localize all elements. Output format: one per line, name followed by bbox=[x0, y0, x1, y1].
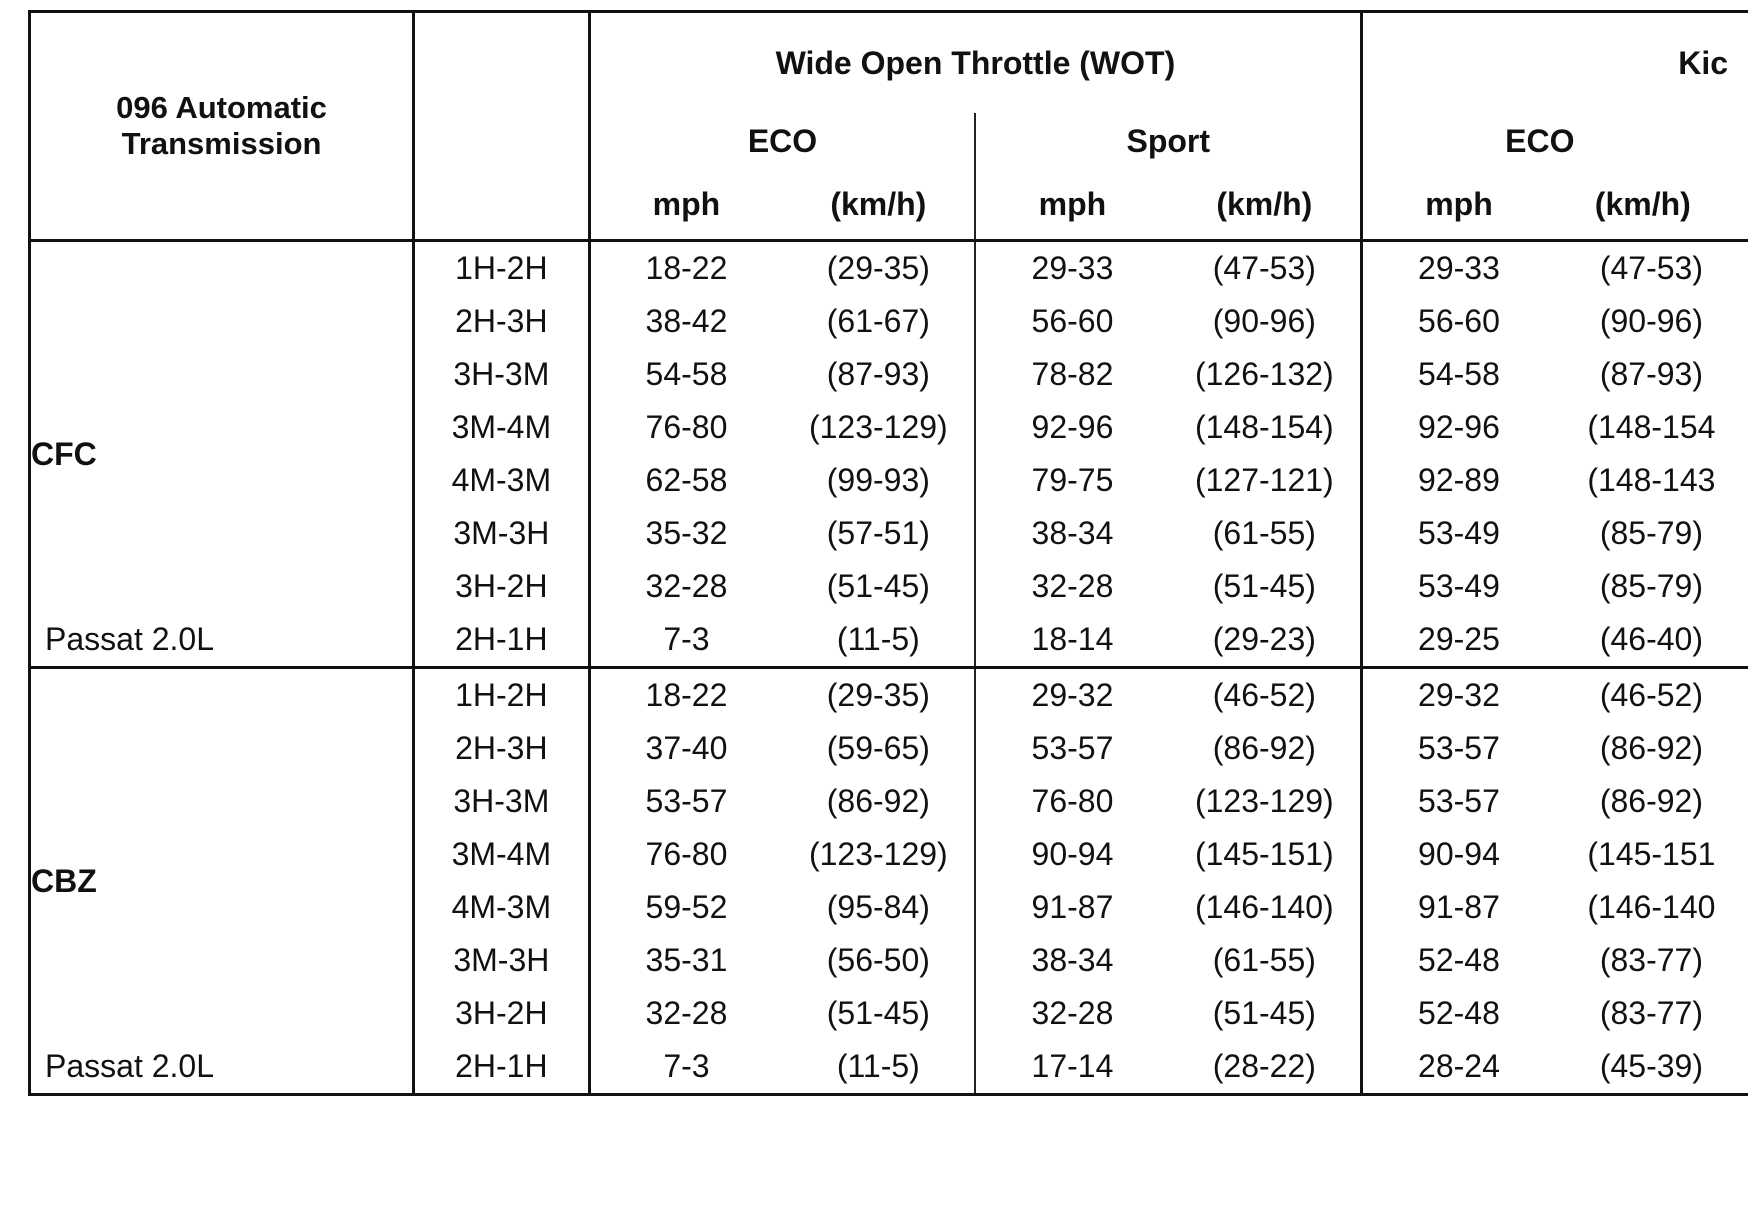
kd-eco-kmh-cell: (85-79) bbox=[1599, 568, 1703, 604]
table-header bbox=[30, 12, 1748, 241]
wot-eco-mph-cell: 32-28 bbox=[589, 987, 782, 1040]
wot-eco-kmh-cell: (51-45) bbox=[826, 568, 930, 604]
wot-sport-mph-cell: 56-60 bbox=[975, 295, 1168, 348]
engine-code: CBZ bbox=[31, 862, 97, 899]
engine-code: CFC bbox=[31, 435, 97, 472]
table-body bbox=[30, 241, 1748, 1095]
table-title-line1: 096 Automatic bbox=[116, 90, 327, 125]
kd-eco-kmh-cell: (148-143 bbox=[1587, 462, 1716, 498]
wot-sport-mph-cell: 92-96 bbox=[975, 401, 1168, 454]
vehicle-application: Passat 2.0L bbox=[45, 621, 214, 657]
wot-sport-kmh-cell: (146-140) bbox=[1194, 889, 1334, 925]
kd-eco-mph-cell: 28-24 bbox=[1362, 1040, 1555, 1095]
shift-cell: 2H-3H bbox=[414, 722, 590, 775]
wot-eco-kmh-cell: (29-35) bbox=[782, 668, 975, 723]
wot-eco-mph-cell: 35-31 bbox=[589, 934, 782, 987]
wot-sport-kmh-cell: (127-121) bbox=[1194, 462, 1334, 498]
shift-cell: 4M-3M bbox=[414, 881, 590, 934]
wot-eco-kmh-cell: (87-93) bbox=[826, 356, 930, 392]
wot-sport-kmh-header: (km/h) bbox=[1216, 185, 1313, 222]
wot-eco-kmh-cell: (61-67) bbox=[826, 303, 930, 339]
wot-sport-mph-cell: 91-87 bbox=[975, 881, 1168, 934]
wot-eco-mph-cell: 76-80 bbox=[589, 401, 782, 454]
wot-sport-kmh-cell: (51-45) bbox=[1212, 995, 1316, 1031]
wot-sport-mph-cell: 79-75 bbox=[975, 454, 1168, 507]
wot-sport-kmh-cell: (61-55) bbox=[1212, 515, 1316, 551]
wot-eco-kmh-cell: (11-5) bbox=[782, 1040, 975, 1095]
wot-sport-mph-cell: 29-33 bbox=[975, 241, 1168, 296]
shift-cell: 1H-2H bbox=[414, 241, 590, 296]
kd-eco-kmh-cell: (86-92) bbox=[1599, 783, 1703, 819]
shift-cell: 3H-3M bbox=[414, 775, 590, 828]
kd-eco-mph-cell: 53-49 bbox=[1362, 507, 1555, 560]
table-title bbox=[30, 12, 414, 241]
wot-sport-mph-cell: 76-80 bbox=[975, 775, 1168, 828]
wot-sport-kmh-cell: (126-132) bbox=[1194, 356, 1334, 392]
shift-cell: 4M-3M bbox=[414, 454, 590, 507]
wot-eco-mph-cell: 62-58 bbox=[589, 454, 782, 507]
code-application-cell bbox=[30, 668, 414, 1095]
kd-eco-header: ECO bbox=[1362, 113, 1748, 169]
wot-eco-kmh-cell: (29-35) bbox=[782, 241, 975, 296]
kd-eco-kmh-cell: (47-53) bbox=[1555, 241, 1748, 296]
wot-sport-mph-cell: 38-34 bbox=[975, 934, 1168, 987]
wot-eco-header: ECO bbox=[589, 113, 975, 169]
wot-eco-kmh-cell: (123-129) bbox=[808, 409, 948, 445]
kd-eco-kmh-cell: (87-93) bbox=[1599, 356, 1703, 392]
kd-eco-kmh-cell: (146-140 bbox=[1587, 889, 1716, 925]
shift-cell: 2H-1H bbox=[414, 1040, 590, 1095]
kd-eco-kmh-cell: (45-39) bbox=[1555, 1040, 1748, 1095]
kd-eco-mph-cell: 56-60 bbox=[1362, 295, 1555, 348]
wot-eco-kmh-cell: (86-92) bbox=[826, 783, 930, 819]
kd-eco-mph-cell: 53-57 bbox=[1362, 775, 1555, 828]
kd-eco-mph-cell: 52-48 bbox=[1362, 934, 1555, 987]
kd-eco-kmh-header: (km/h) bbox=[1594, 185, 1691, 222]
wot-eco-kmh-cell: (99-93) bbox=[826, 462, 930, 498]
wot-eco-kmh-cell: (123-129) bbox=[808, 836, 948, 872]
wot-eco-kmh-header: (km/h) bbox=[830, 185, 927, 222]
wot-sport-mph-cell: 17-14 bbox=[975, 1040, 1168, 1095]
wot-eco-mph-cell: 18-22 bbox=[589, 241, 782, 296]
shift-cell: 1H-2H bbox=[414, 668, 590, 723]
wot-group-header: Wide Open Throttle (WOT) bbox=[589, 12, 1362, 114]
wot-eco-mph-cell: 59-52 bbox=[589, 881, 782, 934]
wot-eco-mph-cell: 7-3 bbox=[589, 613, 782, 668]
wot-eco-mph-cell: 37-40 bbox=[589, 722, 782, 775]
kd-eco-mph-cell: 29-33 bbox=[1362, 241, 1555, 296]
wot-eco-mph-cell: 7-3 bbox=[589, 1040, 782, 1095]
kd-eco-mph-cell: 91-87 bbox=[1362, 881, 1555, 934]
wot-sport-mph-cell: 38-34 bbox=[975, 507, 1168, 560]
kd-eco-kmh-cell: (145-151 bbox=[1587, 836, 1716, 872]
shift-cell: 3H-3M bbox=[414, 348, 590, 401]
wot-sport-mph-cell: 32-28 bbox=[975, 560, 1168, 613]
wot-eco-mph-cell: 38-42 bbox=[589, 295, 782, 348]
kickdown-group-header bbox=[1362, 12, 1748, 114]
wot-eco-mph-cell: 18-22 bbox=[589, 668, 782, 723]
wot-sport-mph-cell: 90-94 bbox=[975, 828, 1168, 881]
wot-sport-kmh-cell: (51-45) bbox=[1212, 568, 1316, 604]
table-title-line2: Transmission bbox=[121, 126, 322, 161]
kd-eco-mph-cell: 29-32 bbox=[1362, 668, 1555, 723]
shift-cell: 3H-2H bbox=[414, 987, 590, 1040]
kd-eco-kmh-cell: (85-79) bbox=[1599, 515, 1703, 551]
kd-eco-mph-cell: 90-94 bbox=[1362, 828, 1555, 881]
table-row bbox=[30, 668, 1748, 723]
shift-cell: 3M-3H bbox=[414, 934, 590, 987]
wot-sport-kmh-cell: (28-22) bbox=[1169, 1040, 1362, 1095]
kd-eco-mph-cell: 53-49 bbox=[1362, 560, 1555, 613]
wot-sport-kmh-cell: (86-92) bbox=[1212, 730, 1316, 766]
wot-sport-kmh-cell: (90-96) bbox=[1212, 303, 1316, 339]
kd-eco-mph-cell: 92-96 bbox=[1362, 401, 1555, 454]
kd-eco-kmh-cell: (90-96) bbox=[1599, 303, 1703, 339]
code-application-cell bbox=[30, 241, 414, 668]
wot-sport-kmh-cell: (47-53) bbox=[1169, 241, 1362, 296]
shift-cell: 3M-4M bbox=[414, 828, 590, 881]
kd-eco-kmh-cell: (148-154 bbox=[1587, 409, 1716, 445]
wot-eco-kmh-cell: (59-65) bbox=[826, 730, 930, 766]
wot-eco-kmh-cell: (56-50) bbox=[826, 942, 930, 978]
shift-header-spacer bbox=[414, 12, 590, 241]
shift-cell: 2H-3H bbox=[414, 295, 590, 348]
wot-sport-mph-cell: 29-32 bbox=[975, 668, 1168, 723]
kd-eco-mph-cell: 53-57 bbox=[1362, 722, 1555, 775]
wot-sport-header: Sport bbox=[975, 113, 1361, 169]
shift-cell: 3H-2H bbox=[414, 560, 590, 613]
wot-sport-kmh-cell: (61-55) bbox=[1212, 942, 1316, 978]
kd-eco-kmh-cell: (83-77) bbox=[1599, 942, 1703, 978]
wot-sport-kmh-cell: (29-23) bbox=[1169, 613, 1362, 668]
wot-sport-kmh-cell: (145-151) bbox=[1194, 836, 1334, 872]
wot-eco-mph-cell: 32-28 bbox=[589, 560, 782, 613]
wot-eco-kmh-cell: (95-84) bbox=[826, 889, 930, 925]
kd-eco-kmh-cell: (46-52) bbox=[1555, 668, 1748, 723]
wot-sport-kmh-cell: (148-154) bbox=[1194, 409, 1334, 445]
wot-eco-mph-header: mph bbox=[589, 169, 782, 241]
shift-cell: 2H-1H bbox=[414, 613, 590, 668]
wot-eco-kmh-cell: (11-5) bbox=[782, 613, 975, 668]
shift-cell: 3M-4M bbox=[414, 401, 590, 454]
wot-sport-kmh-cell: (123-129) bbox=[1194, 783, 1334, 819]
kd-eco-mph-cell: 92-89 bbox=[1362, 454, 1555, 507]
kd-eco-mph-cell: 54-58 bbox=[1362, 348, 1555, 401]
kd-eco-kmh-cell: (46-40) bbox=[1555, 613, 1748, 668]
wot-sport-mph-cell: 53-57 bbox=[975, 722, 1168, 775]
vehicle-application: Passat 2.0L bbox=[45, 1048, 214, 1084]
kd-eco-kmh-cell: (86-92) bbox=[1599, 730, 1703, 766]
shift-cell: 3M-3H bbox=[414, 507, 590, 560]
wot-eco-mph-cell: 76-80 bbox=[589, 828, 782, 881]
wot-eco-mph-cell: 53-57 bbox=[589, 775, 782, 828]
wot-eco-kmh-cell: (57-51) bbox=[826, 515, 930, 551]
shift-speed-table bbox=[28, 10, 1748, 1096]
wot-sport-mph-cell: 32-28 bbox=[975, 987, 1168, 1040]
wot-sport-kmh-cell: (46-52) bbox=[1169, 668, 1362, 723]
kd-eco-kmh-cell: (83-77) bbox=[1599, 995, 1703, 1031]
wot-sport-mph-header: mph bbox=[975, 169, 1168, 241]
wot-eco-mph-cell: 54-58 bbox=[589, 348, 782, 401]
wot-sport-mph-cell: 78-82 bbox=[975, 348, 1168, 401]
kickdown-label: Kic bbox=[1678, 44, 1728, 81]
wot-eco-kmh-cell: (51-45) bbox=[826, 995, 930, 1031]
wot-eco-mph-cell: 35-32 bbox=[589, 507, 782, 560]
kd-eco-mph-cell: 29-25 bbox=[1362, 613, 1555, 668]
wot-sport-mph-cell: 18-14 bbox=[975, 613, 1168, 668]
kd-eco-mph-header: mph bbox=[1362, 169, 1555, 241]
kd-eco-mph-cell: 52-48 bbox=[1362, 987, 1555, 1040]
table-row bbox=[30, 241, 1748, 296]
